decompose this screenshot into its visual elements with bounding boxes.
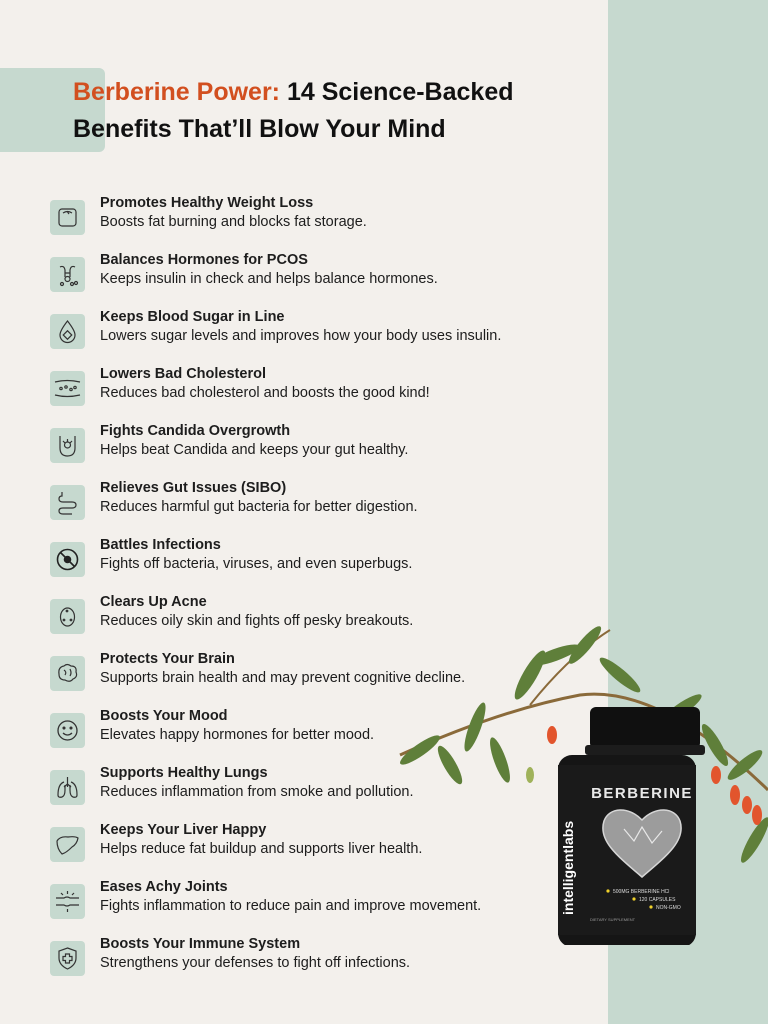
page-title (73, 74, 593, 148)
list-item (50, 536, 570, 593)
benefit-title: Boosts Your Mood (100, 708, 228, 724)
benefit-description: Reduces bad cholesterol and boosts the good kind! (100, 385, 430, 401)
list-item (50, 422, 570, 479)
bottle-name: BERBERINE (591, 785, 693, 802)
benefit-description: Reduces harmful gut bacteria for better digestion. (100, 499, 418, 515)
benefit-description: Reduces oily skin and fights off pesky breakouts. (100, 613, 414, 629)
benefit-title: Boosts Your Immune System (100, 936, 301, 952)
benefit-description: Keeps insulin in check and helps balance hormones. (100, 271, 438, 287)
lungs-icon (50, 770, 85, 805)
bottle-brand: intelligentlabs (560, 820, 576, 915)
title-line1: 14 Science-Backed (286, 78, 514, 106)
benefit-description: Lowers sugar levels and improves how your body uses insulin. (100, 328, 502, 344)
smiley-icon (50, 713, 85, 748)
benefit-title: Balances Hormones for PCOS (100, 252, 308, 268)
benefit-description: Strengthens your defenses to fight off infections. (100, 955, 411, 971)
list-item (50, 194, 570, 251)
benefit-description: Elevates happy hormones for better mood. (100, 727, 375, 743)
bottle-point-1: 500MG BERBERINE HCl (613, 889, 670, 895)
benefit-title: Protects Your Brain (100, 651, 235, 667)
benefit-description: Fights off bacteria, viruses, and even superbugs. (100, 556, 413, 572)
bottle-point-2: 120 CAPSULES (639, 897, 676, 903)
benefit-title: Eases Achy Joints (100, 879, 228, 895)
title-accent: Berberine Power: (73, 78, 281, 106)
benefit-description: Helps beat Candida and keeps your gut healthy. (100, 442, 409, 458)
benefit-description: Reduces inflammation from smoke and pollution. (100, 784, 414, 800)
intestine-icon (50, 485, 85, 520)
shield-icon (50, 941, 85, 976)
list-item (50, 308, 570, 365)
benefit-description: Boosts fat burning and blocks fat storage. (100, 214, 367, 230)
brain-icon (50, 656, 85, 691)
benefit-title: Battles Infections (100, 537, 221, 553)
blood-drop-icon (50, 314, 85, 349)
supplement-bottle (558, 707, 705, 945)
face-icon (50, 599, 85, 634)
benefit-title: Relieves Gut Issues (SIBO) (100, 480, 287, 496)
candida-icon (50, 428, 85, 463)
benefit-description: Helps reduce fat buildup and supports liver health. (100, 841, 423, 857)
bottle-footer: DIETARY SUPPLEMENT (590, 917, 636, 922)
list-item (50, 251, 570, 308)
artery-icon (50, 371, 85, 406)
benefit-title: Promotes Healthy Weight Loss (100, 195, 314, 211)
benefit-description: Supports brain health and may prevent cognitive decline. (100, 670, 466, 686)
benefit-title: Lowers Bad Cholesterol (100, 366, 266, 382)
hormones-icon (50, 257, 85, 292)
list-item (50, 479, 570, 536)
liver-icon (50, 827, 85, 862)
scale-icon (50, 200, 85, 235)
benefit-title: Clears Up Acne (100, 594, 207, 610)
no-virus-icon (50, 542, 85, 577)
benefit-title: Keeps Blood Sugar in Line (100, 309, 285, 325)
benefit-description: Fights inflammation to reduce pain and improve movement. (100, 898, 482, 914)
bottle-point-3: NON-GMO (656, 905, 681, 911)
product-illustration (380, 615, 768, 945)
title-line2: Benefits That’ll Blow Your Mind (73, 115, 446, 143)
benefit-title: Fights Candida Overgrowth (100, 423, 291, 439)
joint-icon (50, 884, 85, 919)
benefit-title: Supports Healthy Lungs (100, 765, 268, 781)
benefit-title: Keeps Your Liver Happy (100, 822, 267, 838)
list-item (50, 365, 570, 422)
